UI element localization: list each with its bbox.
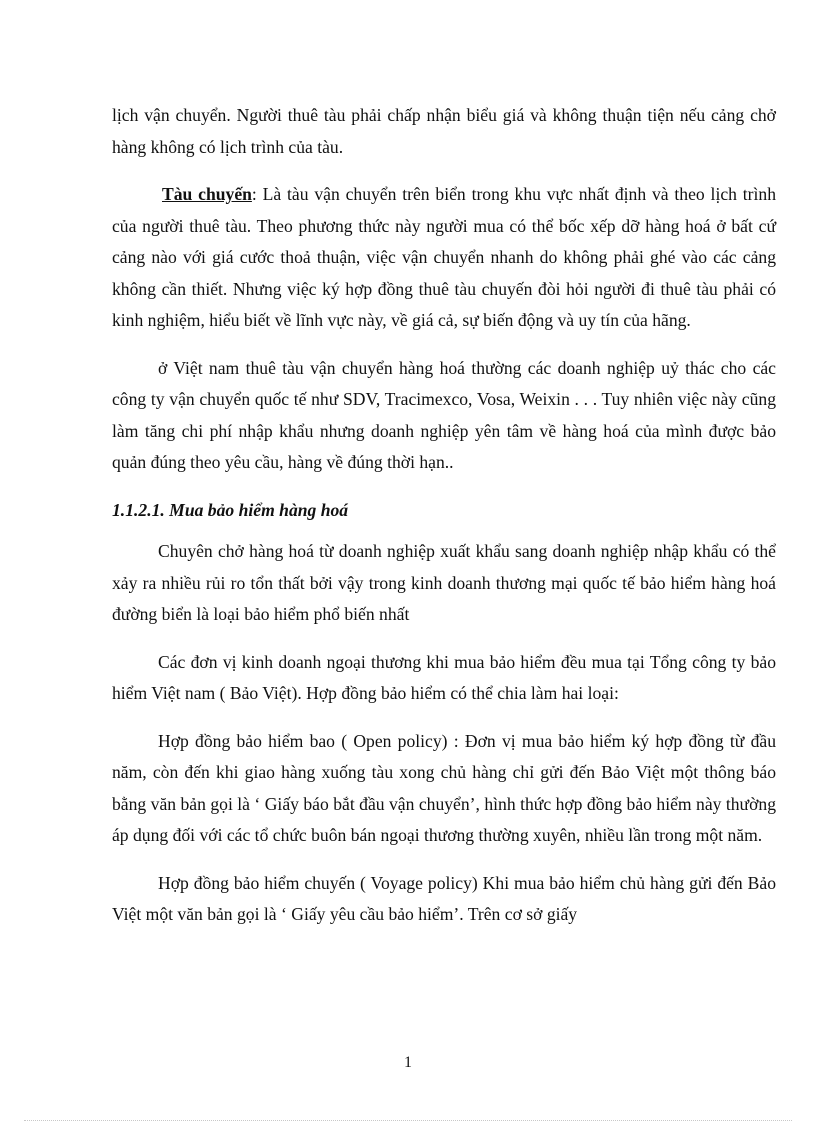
- page-number: 1: [404, 1054, 412, 1071]
- section-heading: 1.1.2.1. Mua bảo hiểm hàng hoá: [112, 499, 349, 520]
- term-tau-chuyen: Tàu chuyến: [162, 184, 252, 204]
- paragraph-2: [112, 179, 776, 337]
- paragraph-7: Hợp đồng bảo hiểm chuyến ( Voyage policy) Khi mua bảo hiểm chủ hàng gửi đến Bảo Việt một văn bản gọi là ‘ Giấy yêu cầu bảo hiểm’. Trên cơ sở giấy: [112, 872, 776, 924]
- paragraph-5: Các đơn vị kinh doanh ngoại thương khi mua bảo hiểm đều mua tại Tổng công ty bảo hiểm Việt nam ( Bảo Việt). Hợp đồng bảo hiểm có thể chia làm hai loại:: [112, 651, 776, 703]
- paragraph-1: lịch vận chuyển. Người thuê tàu phải chấp nhận biểu giá và không thuận tiện nếu cảng chở hàng không có lịch trình của tàu.: [112, 105, 776, 157]
- paragraph-2-body: : Là tàu vận chuyển trên biển trong khu vực nhất định và theo lịch trình của người thuê tàu. Theo phương thức này người mua có thể bốc xếp dỡ hàng hoá ở bất cứ cảng nào với giá cước thoả thuận, việc vận chuyển nhanh do không phải ghé vào các cảng không cần thiết. Nhưng việc ký hợp đồng thuê tàu chuyến đòi hỏi người đi thuê tàu phải có kinh nghiệm, hiểu biết về lĩnh vực này, về giá cả, sự biến động và uy tín của hãng.: [112, 184, 776, 330]
- document-body: [112, 100, 776, 947]
- paragraph-6: Hợp đồng bảo hiểm bao ( Open policy) : Đơn vị mua bảo hiểm ký hợp đồng từ đầu năm, còn đến khi giao hàng xuống tàu xong chủ hàng chỉ gửi đến Bảo Việt một thông báo bằng văn bản gọi là ‘ Giấy báo bắt đầu vận chuyển’, hình thức hợp đồng bảo hiểm này thường áp dụng đối với các tổ chức buôn bán ngoại thương thường xuyên, nhiều lần trong một năm.: [112, 730, 776, 845]
- paragraph-4: Chuyên chở hàng hoá từ doanh nghiệp xuất khẩu sang doanh nghiệp nhập khẩu có thể xảy ra nhiều rủi ro tổn thất bởi vậy trong kinh doanh thương mại quốc tế bảo hiểm hàng hoá đường biển là loại bảo hiểm phổ biến nhất: [112, 541, 776, 624]
- page-bottom-divider: [24, 1120, 792, 1121]
- paragraph-3: ở Việt nam thuê tàu vận chuyển hàng hoá thường các doanh nghiệp uỷ thác cho các công ty vận chuyển quốc tế như SDV, Tracimexco, Vosa, Weixin . . . Tuy nhiên việc này cũng làm tăng chi phí nhập khẩu nhưng doanh nghiệp yên tâm về hàng hoá của mình được bảo quản đúng theo yêu cầu, hàng về đúng thời hạn..: [112, 357, 776, 472]
